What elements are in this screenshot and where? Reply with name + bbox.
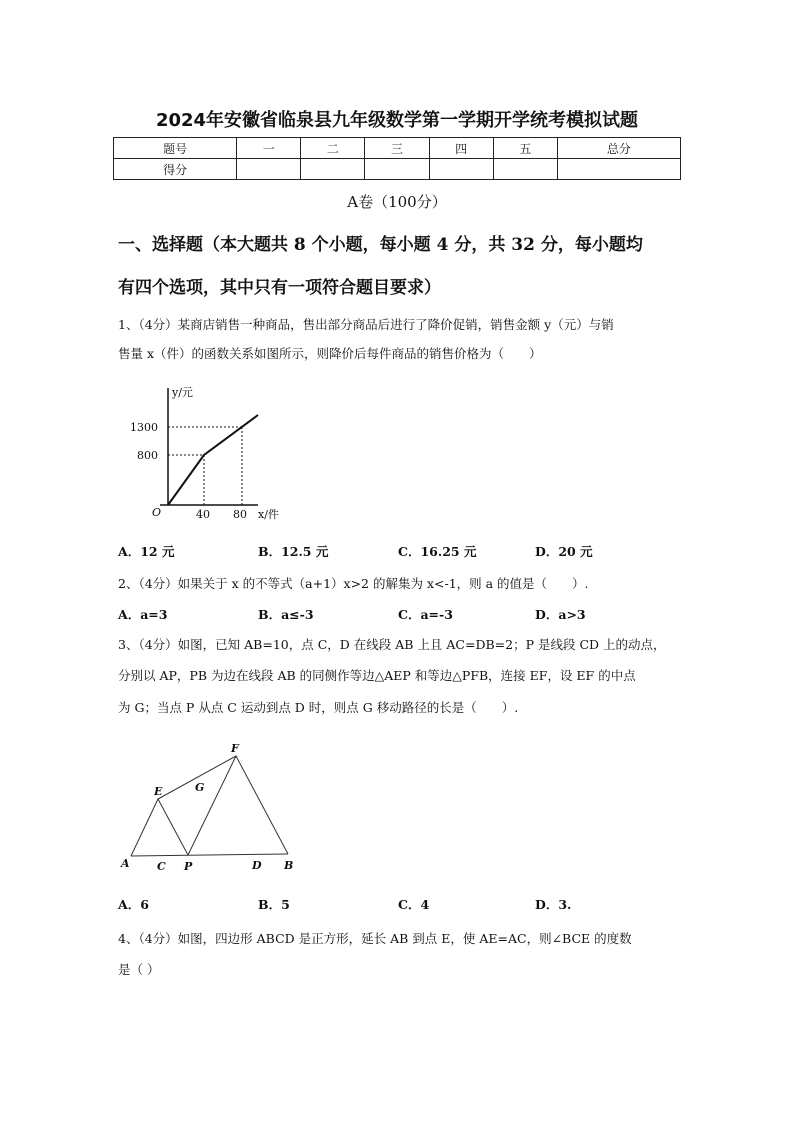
q1-option-c: C．16.25 元 xyxy=(398,544,477,559)
paper-label: A卷（100分） xyxy=(347,193,447,211)
y-tick: 800 xyxy=(137,449,158,462)
q3-figure xyxy=(131,756,288,856)
point-label-d: D xyxy=(252,859,262,872)
q2-option-b: B．a≤-3 xyxy=(258,607,314,622)
header-cell: 三 xyxy=(365,138,429,159)
x-axis-label: x/件 xyxy=(258,508,279,521)
row-label: 得分 xyxy=(114,159,237,180)
header-cell: 总分 xyxy=(557,138,680,159)
q3-option-b: B．5 xyxy=(258,897,290,912)
header-cell: 题号 xyxy=(114,138,237,159)
question-2-text: 2、（4分）如果关于 x 的不等式（a+1）x>2 的解集为 x<-1，则 a 的值是（ ）. xyxy=(118,576,589,591)
header-cell: 五 xyxy=(493,138,557,159)
question-1-text: 售量 x（件）的函数关系如图所示，则降价后每件商品的销售价格为（ ） xyxy=(118,346,542,361)
point-label-e: E xyxy=(154,785,163,798)
point-label-b: B xyxy=(284,859,294,872)
origin-label: O xyxy=(152,506,162,519)
q2-option-a: A．a=3 xyxy=(118,607,168,622)
point-label-p: P xyxy=(184,860,193,873)
point-label-a: A xyxy=(121,857,130,870)
x-tick: 40 xyxy=(196,508,210,521)
question-1-text: 1、（4分）某商店销售一种商品，售出部分商品后进行了降价促销，销售金额 y（元）与销 xyxy=(118,317,614,332)
exam-title: 2024年安徽省临泉县九年级数学第一学期开学统考模拟试题 xyxy=(155,110,639,131)
section-heading: 有四个选项，其中只有一项符合题目要求） xyxy=(118,278,441,298)
question-3-text: 分别以 AP，PB 为边在线段 AB 的同侧作等边△AEP 和等边△PFB，连接 EF，设 EF 的中点 xyxy=(118,668,636,683)
q3-option-c: C．4 xyxy=(398,897,430,912)
point-label-g: G xyxy=(195,781,205,794)
x-tick: 80 xyxy=(233,508,247,521)
header-cell: 四 xyxy=(429,138,493,159)
q1-graph xyxy=(160,388,258,505)
y-tick: 1300 xyxy=(130,421,158,434)
q3-option-d: D．3. xyxy=(535,897,572,912)
sales-line xyxy=(168,415,258,505)
q2-option-c: C．a=-3 xyxy=(398,607,453,622)
question-3-text: 为 G；当点 P 从点 C 运动到点 D 时，则点 G 移动路径的长是（ ）. xyxy=(118,700,519,715)
question-4-text: 4、（4分）如图，四边形 ABCD 是正方形，延长 AB 到点 E，使 AE=AC，则∠BCE 的度数 xyxy=(118,931,632,946)
header-cell: 一 xyxy=(237,138,301,159)
q2-option-d: D．a>3 xyxy=(535,607,586,622)
q1-option-b: B．12.5 元 xyxy=(258,544,329,559)
y-axis-label: y/元 xyxy=(172,386,193,399)
section-heading: 一、选择题（本大题共 8 个小题，每小题 4 分，共 32 分，每小题均 xyxy=(118,235,643,255)
point-label-f: F xyxy=(231,742,239,755)
question-4-text: 是（ ） xyxy=(118,962,160,977)
q3-option-a: A．6 xyxy=(118,897,149,912)
q1-option-d: D．20 元 xyxy=(535,544,593,559)
point-label-c: C xyxy=(157,860,166,873)
q1-option-a: A．12 元 xyxy=(118,544,175,559)
header-cell: 二 xyxy=(301,138,365,159)
question-3-text: 3、（4分）如图，已知 AB=10，点 C，D 在线段 AB 上且 AC=DB=2；P 是线段 CD 上的动点， xyxy=(118,637,666,652)
